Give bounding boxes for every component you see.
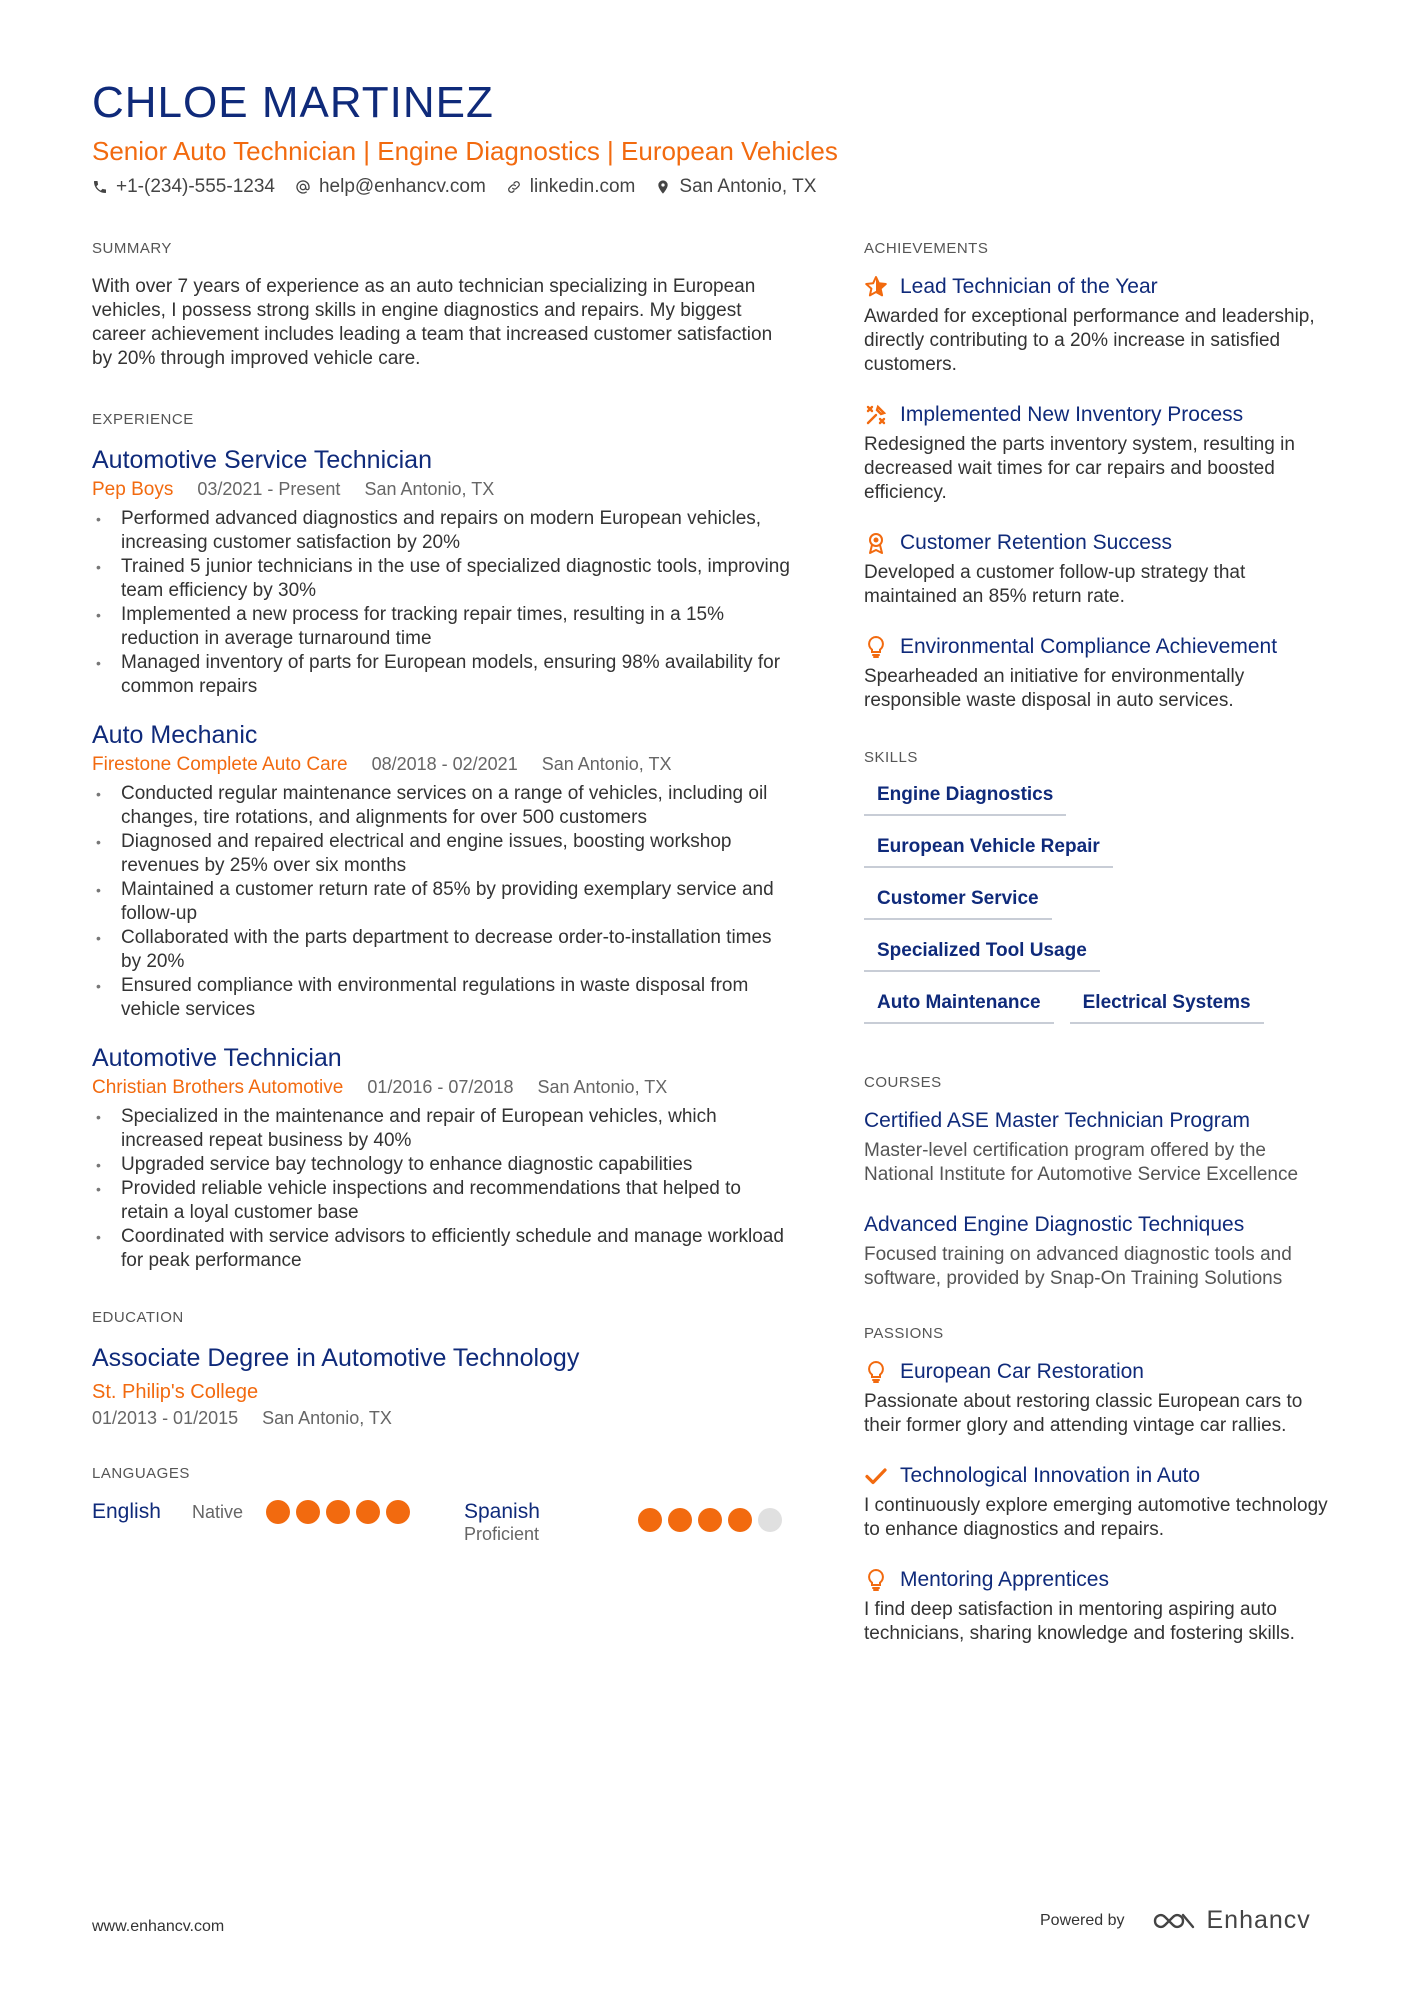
skill-tag: Customer Service — [864, 888, 1052, 920]
language-name: English — [92, 1500, 161, 1523]
rating-dot-filled — [728, 1508, 752, 1532]
rating-dot-filled — [668, 1508, 692, 1532]
left-column — [92, 240, 792, 1545]
job-title: Automotive Service Technician — [92, 446, 432, 474]
achievement-item — [864, 403, 1334, 505]
phone-icon — [92, 179, 108, 195]
contact-linkedin[interactable] — [506, 176, 636, 198]
course-title: Certified ASE Master Technician Program — [864, 1109, 1250, 1132]
job-dates: 01/2016 - 07/2018 — [367, 1077, 514, 1097]
job-bullets — [92, 782, 792, 1022]
skill-tag: Auto Maintenance — [864, 992, 1054, 1024]
skill-tag: European Vehicle Repair — [864, 836, 1113, 868]
candidate-name: CHLOE MARTINEZ — [92, 78, 494, 127]
job-bullet: • Maintained a customer return rate of 85% by providing exemplary service and follow-up — [92, 878, 792, 926]
job-bullet: • Diagnosed and repaired electrical and engine issues, boosting workshop revenues by 25% over six months — [92, 830, 792, 878]
passion-title: Technological Innovation in Auto — [900, 1464, 1201, 1487]
passion-desc: Passionate about restoring classic European cars to their former glory and attending vintage car rallies. — [864, 1391, 1303, 1436]
language-item — [92, 1500, 464, 1524]
course-item — [864, 1109, 1334, 1187]
job-bullet: • Upgraded service bay technology to enhance diagnostic capabilities — [92, 1153, 792, 1177]
summary-heading: SUMMARY — [92, 240, 172, 257]
contact-linkedin-text: linkedin.com — [529, 176, 636, 197]
job-meta — [92, 479, 792, 501]
achievement-title: Lead Technician of the Year — [900, 275, 1158, 298]
job-entry — [92, 446, 792, 699]
contact-location — [655, 176, 816, 198]
footer-website[interactable]: www.enhancv.com — [92, 1918, 225, 1935]
rating-dot-empty — [758, 1508, 782, 1532]
achievement-title: Environmental Compliance Achievement — [900, 635, 1278, 658]
education-degree: Associate Degree in Automotive Technology — [92, 1344, 580, 1372]
lightbulb-icon — [864, 1568, 888, 1592]
passion-desc: I find deep satisfaction in mentoring aspiring auto technicians, sharing knowledge and fostering skills. — [864, 1599, 1295, 1644]
courses-heading: COURSES — [864, 1074, 942, 1091]
brand-name: Enhancv — [1206, 1906, 1311, 1934]
job-bullets — [92, 507, 792, 699]
achievement-item — [864, 635, 1334, 713]
language-name: Spanish — [464, 1500, 540, 1523]
achievement-desc: Spearheaded an initiative for environmentally responsible waste disposal in auto services. — [864, 666, 1245, 711]
rating-dot-filled — [356, 1500, 380, 1524]
skills-heading: SKILLS — [864, 749, 918, 766]
job-entry — [92, 1044, 792, 1273]
language-item — [464, 1500, 782, 1545]
job-location: San Antonio, TX — [537, 1077, 668, 1097]
job-meta — [92, 754, 792, 776]
contact-location-text: San Antonio, TX — [679, 176, 817, 197]
contact-phone[interactable] — [92, 176, 275, 198]
job-bullet: • Managed inventory of parts for European models, ensuring 98% availability for common repairs — [92, 651, 792, 699]
rating-dot-filled — [638, 1508, 662, 1532]
right-column — [864, 240, 1334, 1646]
course-item — [864, 1213, 1334, 1291]
language-rating — [638, 1508, 782, 1532]
lightbulb-icon — [864, 635, 888, 659]
passion-item — [864, 1360, 1334, 1438]
achievement-title: Customer Retention Success — [900, 531, 1172, 554]
medal-icon — [864, 531, 888, 555]
brand-logo[interactable] — [1151, 1906, 1311, 1935]
skill-tag: Electrical Systems — [1070, 992, 1264, 1024]
summary-section — [92, 240, 792, 371]
rating-dot-filled — [326, 1500, 350, 1524]
lightbulb-icon — [864, 1360, 888, 1384]
rating-dot-filled — [296, 1500, 320, 1524]
languages-section — [92, 1465, 792, 1545]
language-rating — [266, 1500, 410, 1524]
contact-phone-text: +1-(234)-555-1234 — [116, 176, 275, 197]
achievement-title: Implemented New Inventory Process — [900, 403, 1244, 426]
job-bullet: • Specialized in the maintenance and repair of European vehicles, which increased repeat business by 40% — [92, 1105, 792, 1153]
passions-section — [864, 1325, 1334, 1646]
location-icon — [655, 179, 671, 195]
passions-heading: PASSIONS — [864, 1325, 944, 1342]
education-section — [92, 1309, 792, 1429]
job-dates: 03/2021 - Present — [197, 479, 341, 499]
job-company: Christian Brothers Automotive — [92, 1077, 344, 1098]
job-company: Firestone Complete Auto Care — [92, 754, 348, 775]
job-bullet: • Performed advanced diagnostics and repairs on modern European vehicles, increasing customer satisfaction by 20% — [92, 507, 792, 555]
experience-section — [92, 411, 792, 1273]
job-bullet: • Ensured compliance with environmental regulations in waste disposal from vehicle services — [92, 974, 792, 1022]
rating-dot-filled — [266, 1500, 290, 1524]
link-icon — [506, 179, 522, 195]
job-title: Automotive Technician — [92, 1044, 342, 1072]
courses-section — [864, 1074, 1334, 1291]
education-meta — [92, 1408, 792, 1429]
passion-item — [864, 1464, 1334, 1542]
job-dates: 08/2018 - 02/2021 — [371, 754, 518, 774]
job-bullet: • Provided reliable vehicle inspections and recommendations that helped to retain a loyal customer base — [92, 1177, 792, 1225]
skill-tag: Specialized Tool Usage — [864, 940, 1100, 972]
contact-email[interactable] — [295, 176, 486, 198]
course-desc: Master-level certification program offered by the National Institute for Automotive Service Excellence — [864, 1140, 1299, 1185]
job-company: Pep Boys — [92, 479, 174, 500]
summary-text: With over 7 years of experience as an auto technician specializing in European vehicles, I possess strong skills in engine diagnostics and repairs. My biggest career achievement includes leading a team that increased customer satisfaction by 20% through improved vehicle care. — [92, 276, 773, 369]
skills-list — [864, 784, 1334, 1024]
candidate-headline: Senior Auto Technician | Engine Diagnostics | European Vehicles — [92, 136, 838, 166]
passion-desc: I continuously explore emerging automotive technology to enhance diagnostics and repairs. — [864, 1495, 1328, 1540]
achievement-desc: Developed a customer follow-up strategy that maintained an 85% return rate. — [864, 562, 1246, 607]
experience-heading: EXPERIENCE — [92, 411, 194, 428]
education-dates: 01/2013 - 01/2015 — [92, 1408, 239, 1428]
passion-title: European Car Restoration — [900, 1360, 1144, 1383]
job-location: San Antonio, TX — [541, 754, 672, 774]
achievements-section — [864, 240, 1334, 713]
education-heading: EDUCATION — [92, 1309, 184, 1326]
at-icon — [295, 179, 311, 195]
job-bullet: • Implemented a new process for tracking repair times, resulting in a 15% reduction in average turnaround time — [92, 603, 792, 651]
tools-icon — [864, 403, 888, 427]
achievement-item — [864, 531, 1334, 609]
enhancv-logo-icon — [1151, 1909, 1197, 1933]
job-meta — [92, 1077, 792, 1099]
rating-dot-filled — [386, 1500, 410, 1524]
job-entry — [92, 721, 792, 1022]
check-icon — [864, 1464, 888, 1488]
achievement-desc: Awarded for exceptional performance and leadership, directly contributing to a 20% increase in satisfied customers. — [864, 306, 1315, 375]
star-icon — [864, 275, 888, 299]
rating-dot-filled — [698, 1508, 722, 1532]
achievement-desc: Redesigned the parts inventory system, resulting in decreased wait times for car repairs and boosted efficiency. — [864, 434, 1295, 503]
languages-heading: LANGUAGES — [92, 1465, 190, 1482]
achievements-heading: ACHIEVEMENTS — [864, 240, 989, 257]
language-level: Native — [192, 1502, 244, 1522]
passion-title: Mentoring Apprentices — [900, 1568, 1109, 1591]
job-title: Auto Mechanic — [92, 721, 258, 749]
job-bullet: • Coordinated with service advisors to efficiently schedule and manage workload for peak performance — [92, 1225, 792, 1273]
job-location: San Antonio, TX — [364, 479, 495, 499]
education-school: St. Philip's College — [92, 1381, 259, 1403]
skills-section — [864, 749, 1334, 1024]
contact-bar — [92, 176, 816, 198]
course-desc: Focused training on advanced diagnostic tools and software, provided by Snap-On Training Solutions — [864, 1244, 1292, 1289]
contact-email-text: help@enhancv.com — [318, 176, 486, 197]
languages-row — [92, 1500, 792, 1545]
footer-branding — [1040, 1906, 1311, 1935]
language-level: Proficient — [464, 1524, 540, 1544]
achievement-item — [864, 275, 1334, 377]
skill-tag: Engine Diagnostics — [864, 784, 1066, 816]
powered-by-label: Powered by — [1040, 1911, 1125, 1929]
job-bullet: • Conducted regular maintenance services on a range of vehicles, including oil changes, tire rotations, and alignments for over 500 customers — [92, 782, 792, 830]
education-location: San Antonio, TX — [262, 1408, 392, 1428]
job-bullets — [92, 1105, 792, 1273]
passion-item — [864, 1568, 1334, 1646]
course-title: Advanced Engine Diagnostic Techniques — [864, 1213, 1245, 1236]
job-bullet: • Trained 5 junior technicians in the use of specialized diagnostic tools, improving team efficiency by 30% — [92, 555, 792, 603]
job-bullet: • Collaborated with the parts department to decrease order-to-installation times by 20% — [92, 926, 792, 974]
